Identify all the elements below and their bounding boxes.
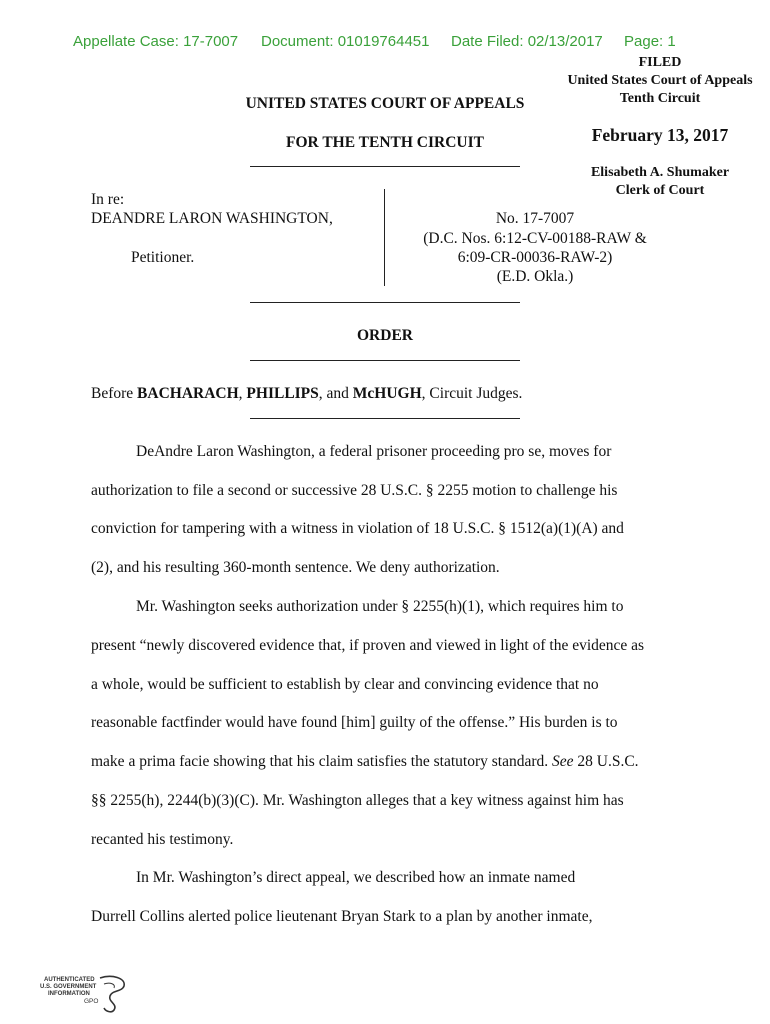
body-line: (2), and his resulting 360-month sentence. We deny authorization. — [91, 559, 500, 576]
case-number: No. 17-7007 — [495, 210, 575, 227]
caption-in-re: In re: — [91, 191, 125, 208]
body-line: reasonable factfinder would have found [him] guilty of the offense.” His burden is to — [91, 714, 618, 731]
filed-circuit: Tenth Circuit — [619, 91, 701, 106]
filed-date: February 13, 2017 — [591, 125, 729, 145]
filed-court: United States Court of Appeals — [567, 73, 753, 88]
panel-line — [91, 385, 522, 403]
circuit-title: FOR THE TENTH CIRCUIT — [286, 134, 484, 151]
filed-label: FILED — [638, 55, 682, 70]
header-date-filed: Date Filed: 02/13/2017 — [451, 33, 603, 50]
body-line: In Mr. Washington’s direct appeal, we described how an inmate named — [136, 869, 576, 886]
body-line: Durrell Collins alerted police lieutenant Bryan Stark to a plan by another inmate, — [91, 908, 593, 925]
judges-suffix: , Circuit Judges. — [421, 385, 523, 402]
header-document-number: Document: 01019764451 — [261, 33, 430, 50]
district-case-numbers-cont: 6:09-CR-00036-RAW-2) — [457, 249, 613, 266]
caption-divider — [384, 189, 385, 286]
citation-signal: See — [552, 753, 574, 770]
caption-role: Petitioner. — [131, 249, 195, 266]
gpo-logo-line3: INFORMATION — [48, 991, 90, 997]
judge-mchugh: McHUGH — [352, 385, 422, 402]
body-line: conviction for tampering with a witness in violation of 18 U.S.C. § 1512(a)(1)(A) and — [91, 520, 624, 537]
gpo-logo-line1: AUTHENTICATED — [44, 977, 95, 983]
judge-phillips: PHILLIPS — [246, 385, 319, 402]
gpo-logo-line4: GPO — [84, 998, 99, 1005]
title-divider — [250, 166, 520, 167]
judges-separator: , — [238, 385, 247, 402]
judges-divider — [250, 418, 520, 419]
body-line: present “newly discovered evidence that, if proven and viewed in light of the evidence as — [91, 637, 645, 654]
body-line: §§ 2255(h), 2244(b)(3)(C). Mr. Washington alleges that a key witness against him has — [91, 792, 624, 809]
judge-bacharach: BACHARACH — [137, 385, 239, 402]
district-case-numbers: (D.C. Nos. 6:12-CV-00188-RAW & — [423, 230, 647, 247]
body-text-span: make a prima facie showing that his claim satisfies the statutory standard. — [91, 753, 549, 770]
body-line: Mr. Washington seeks authorization under § 2255(h)(1), which requires him to — [136, 598, 624, 615]
order-heading: ORDER — [357, 327, 413, 344]
order-divider — [250, 360, 520, 361]
header-case-number: Appellate Case: 17-7007 — [73, 33, 239, 50]
body-line: recanted his testimony. — [91, 831, 234, 848]
body-line: a whole, would be sufficient to establish by clear and convincing evidence that no — [91, 676, 599, 693]
gpo-authentication-logo — [40, 972, 132, 1016]
gpo-eagle-icon — [40, 972, 132, 1016]
gpo-logo-line2: U.S. GOVERNMENT — [40, 984, 97, 990]
body-text-span: 28 U.S.C. — [573, 753, 639, 770]
caption-divider-bottom — [250, 302, 520, 303]
clerk-name: Elisabeth A. Shumaker — [590, 165, 730, 180]
court-title: UNITED STATES COURT OF APPEALS — [245, 95, 525, 112]
district-court: (E.D. Okla.) — [496, 268, 574, 285]
clerk-title: Clerk of Court — [615, 183, 705, 198]
caption-party: DEANDRE LARON WASHINGTON, — [91, 210, 333, 227]
header-page-number: Page: 1 — [624, 33, 676, 50]
judges-separator: , and — [318, 385, 353, 402]
body-line: DeAndre Laron Washington, a federal prisoner proceeding pro se, moves for — [136, 443, 612, 460]
body-line: authorization to file a second or successive 28 U.S.C. § 2255 motion to challenge his — [91, 482, 618, 499]
before-label: Before — [91, 385, 138, 402]
body-line — [91, 753, 639, 771]
